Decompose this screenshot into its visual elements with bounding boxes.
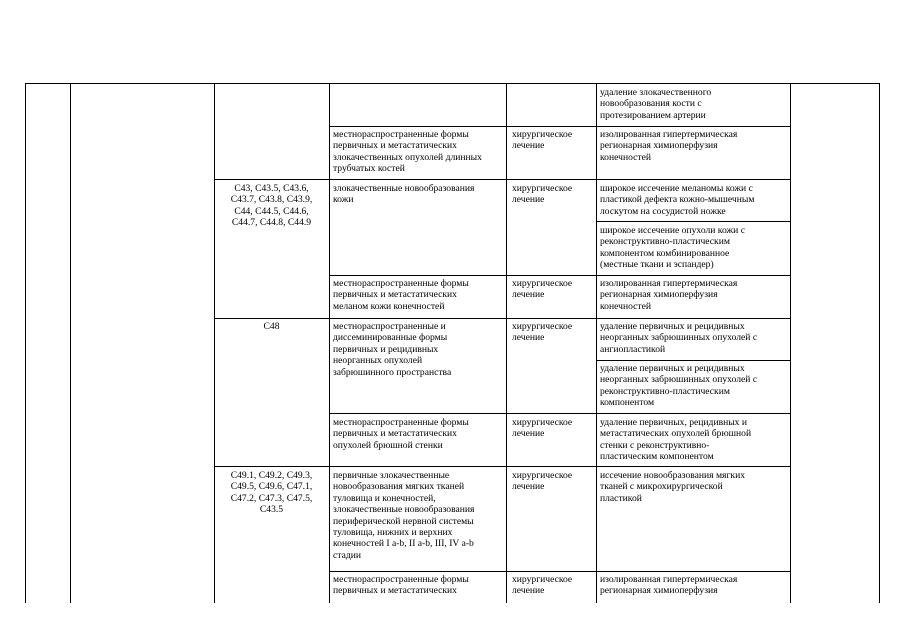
column-separator: [214, 84, 215, 603]
method-text: иссечение новообразования мягких тканей с микрохирургической пластикой: [600, 470, 746, 504]
treatment-text: хирургическое лечение: [512, 470, 573, 493]
method-text: широкое иссечение меланомы кожи с пластикой дефекта кожно-мышечным лоскутом на сосудистой ножке: [600, 183, 755, 217]
treatment-text: хирургическое лечение: [512, 278, 573, 301]
icd-code-text: C49.1, C49.2, C49.3, C49.5, C49.6, C47.1, C47.2, C47.3, C47.5, C43.5: [230, 470, 313, 516]
icd-code-text: C43, C43.5, C43.6, C43.7, C43.8, C43.9, C44, C44.5, C44.6, C44.7, C44.8, C44.9: [230, 183, 313, 229]
column-separator: [596, 84, 597, 603]
method-text: изолированная гипертермическая регионарная химиоперфузия: [600, 574, 738, 597]
diagnosis-text: местнораспространенные формы первичных и метастатических злокачественных опухолей длинных трубчатых костей: [333, 129, 482, 175]
row-separator: [214, 179, 790, 180]
diagnosis-text: местнораспространенные формы первичных и метастатических опухолей брюшной стенки: [333, 417, 469, 451]
row-separator: [329, 275, 790, 276]
diagnosis-text: местнораспространенные формы первичных и метастатических меланом кожи конечностей: [333, 278, 469, 312]
row-separator: [214, 466, 790, 467]
row-separator: [596, 360, 790, 361]
row-separator: [596, 221, 790, 222]
treatment-text: хирургическое лечение: [512, 574, 573, 597]
treatment-text: хирургическое лечение: [512, 321, 573, 344]
treatment-text: хирургическое лечение: [512, 417, 573, 440]
row-separator: [329, 571, 790, 572]
method-text: удаление первичных и рецидивных неорганных забрюшинных опухолей с ангиопластикой: [600, 321, 758, 355]
treatment-text: хирургическое лечение: [512, 129, 573, 152]
medical-care-table: [25, 83, 880, 603]
column-separator: [70, 84, 71, 603]
method-text: изолированная гипертермическая регионарная химиоперфузия конечностей: [600, 278, 738, 312]
treatment-text: хирургическое лечение: [512, 183, 573, 206]
method-text: изолированная гипертермическая регионарная химиоперфузия конечностей: [600, 129, 738, 163]
column-separator: [329, 84, 330, 603]
column-separator: [506, 84, 507, 603]
method-text: удаление злокачественного новообразования кости с протезированием артерии: [600, 87, 712, 121]
diagnosis-text: первичные злокачественные новообразования мягких тканей туловища и конечностей, злокачественные новообразования периферической нервной системы туловища, нижних и верхних конечностей I a-b, II a-b, III, IV a-b стадии: [333, 470, 475, 561]
icd-code-text: C48: [263, 321, 280, 332]
method-text: удаление первичных и рецидивных неорганных забрюшинных опухолей с реконструктивно-пластическим компонентом: [600, 363, 758, 409]
diagnosis-text: местнораспространенные и диссеминированные формы первичных и рецидивных неорганных опухолей забрюшинного пространства: [333, 321, 452, 378]
row-separator: [214, 318, 790, 319]
row-separator: [329, 126, 790, 127]
row-separator: [329, 413, 790, 414]
diagnosis-text: злокачественные новообразования кожи: [333, 183, 475, 206]
diagnosis-text: местнораспространенные формы первичных и метастатических: [333, 574, 469, 597]
method-text: удаление первичных, рецидивных и метастатических опухолей брюшной стенки с реконструктивно- пластическим компонентом: [600, 417, 752, 463]
method-text: широкое иссечение опухоли кожи с реконструктивно-пластическим компонентом комбинированное (местные ткани и эспандер): [600, 225, 745, 271]
column-separator: [790, 84, 791, 603]
